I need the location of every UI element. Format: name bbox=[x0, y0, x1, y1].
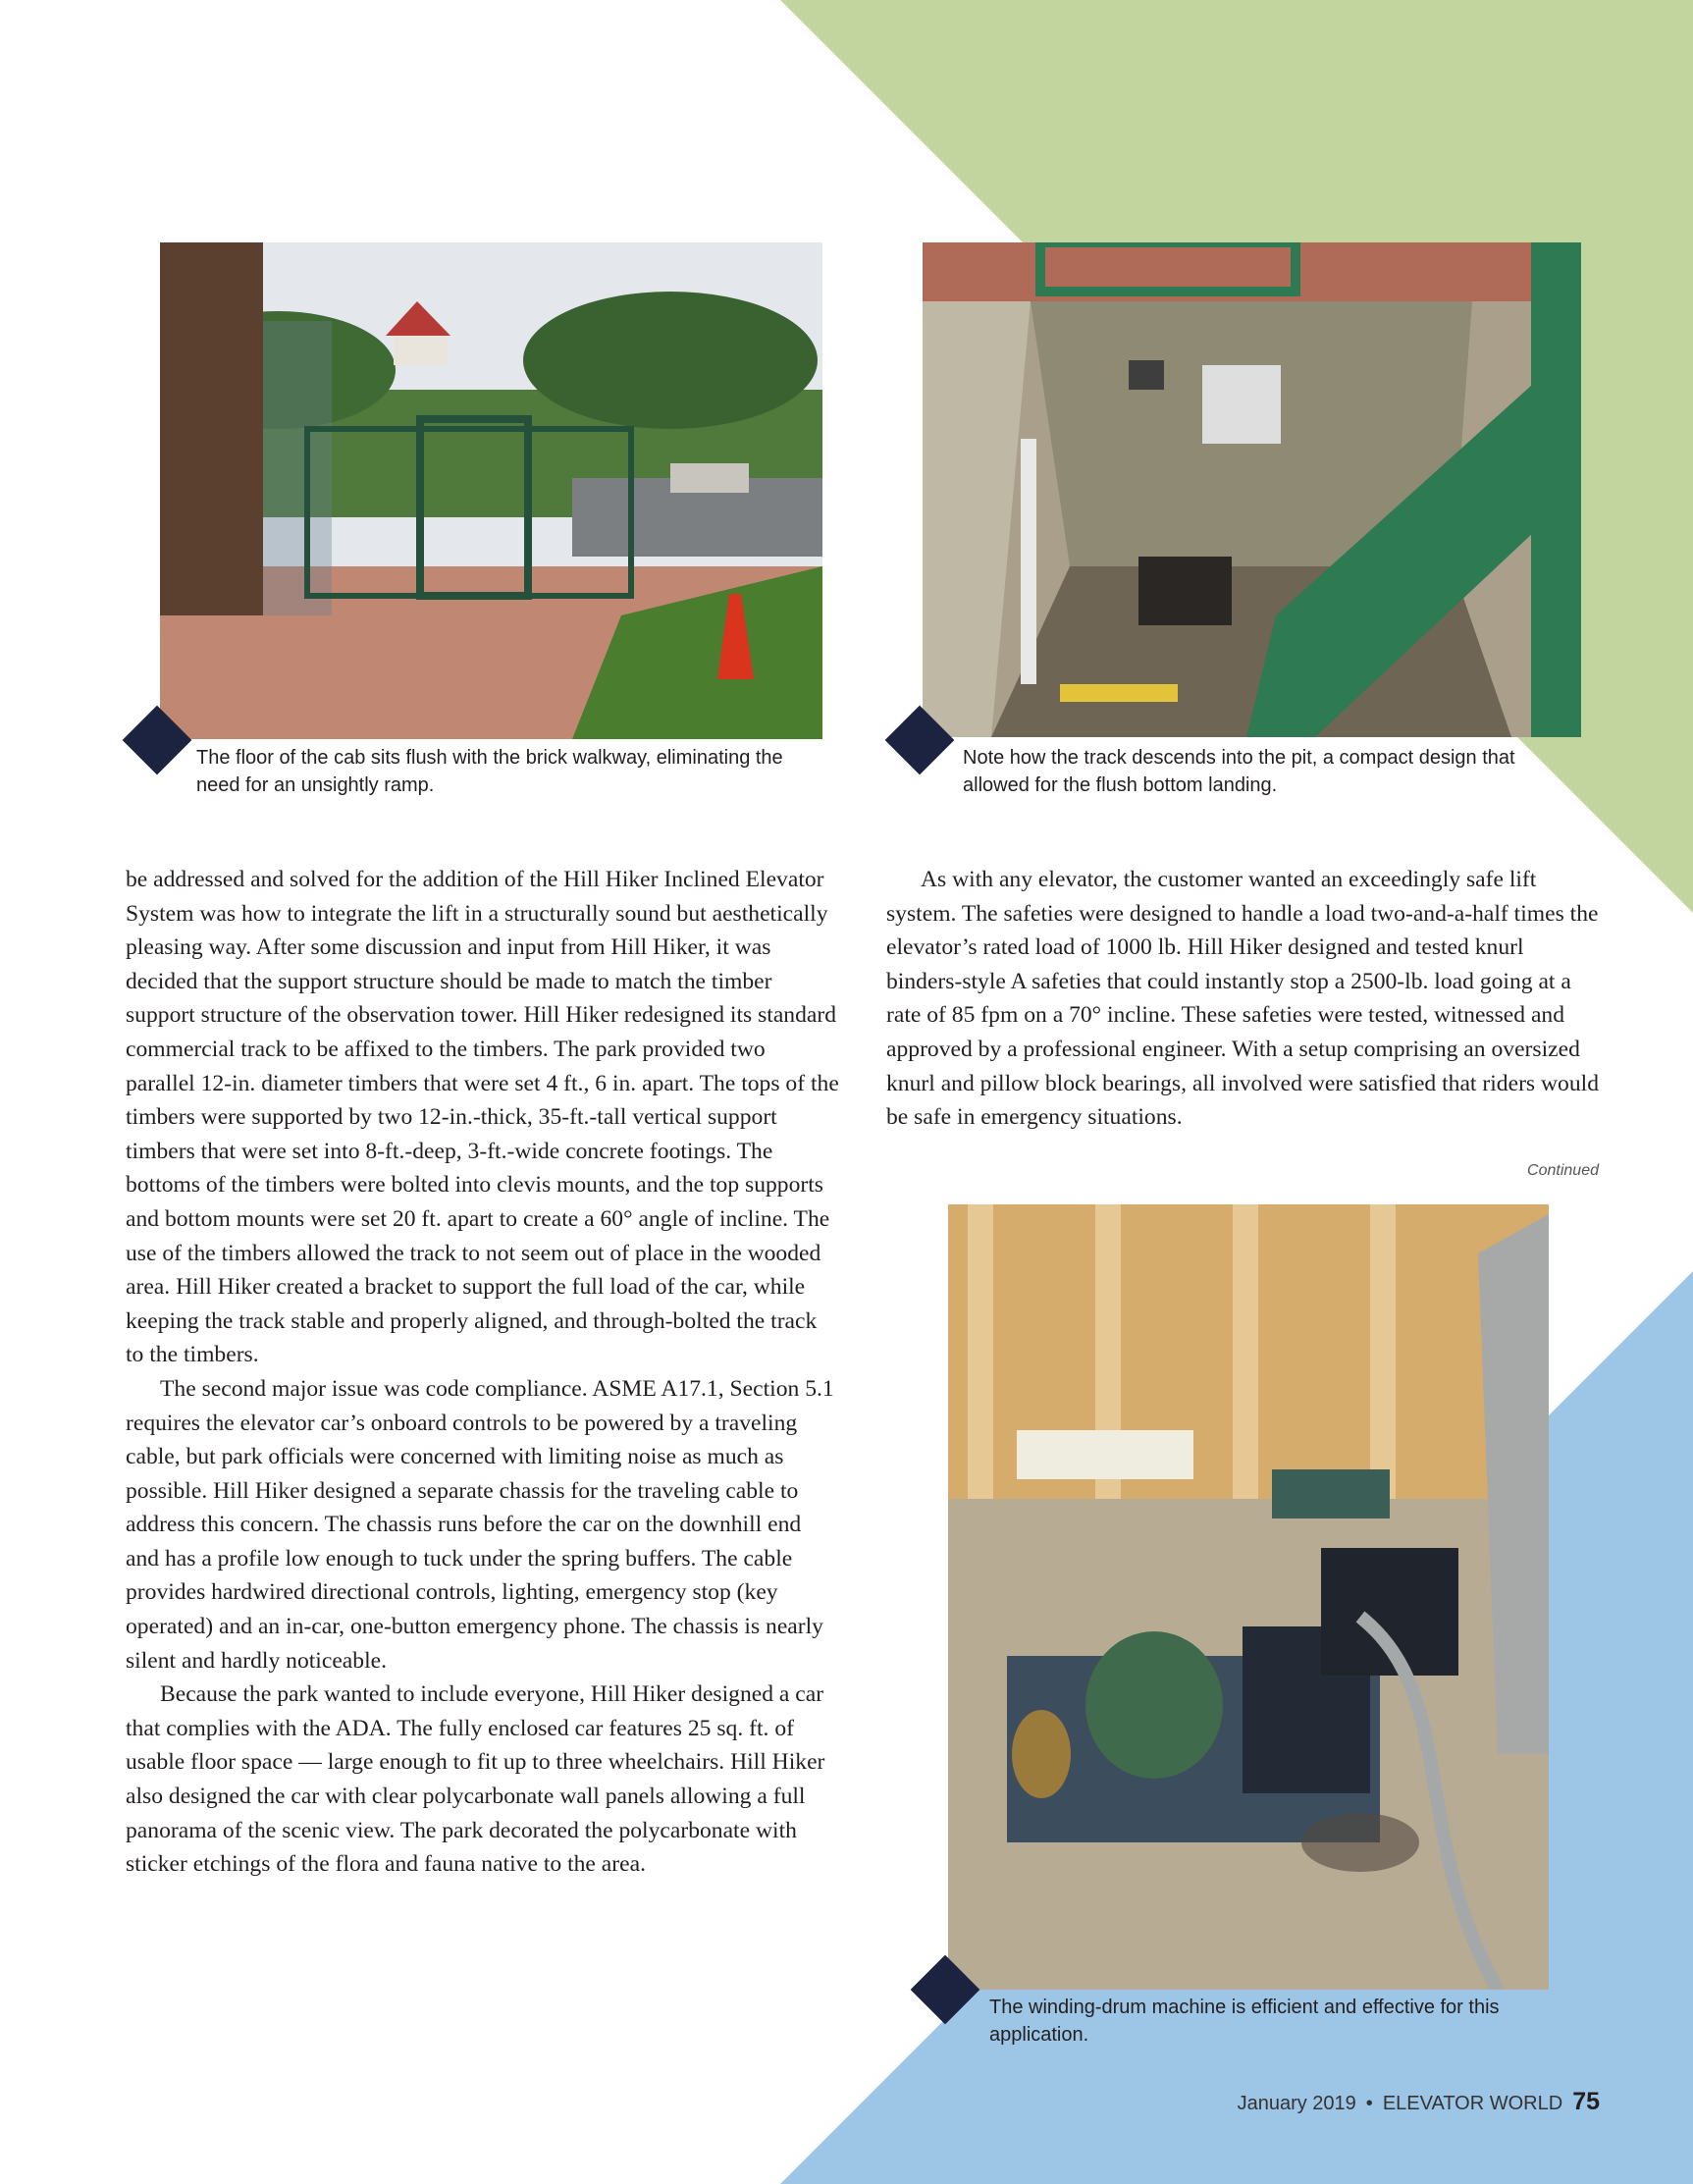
left-column-text bbox=[126, 863, 840, 1882]
continued-label: Continued bbox=[1527, 1162, 1599, 1179]
photo-walkway bbox=[160, 242, 822, 739]
footer-date: January 2019 bbox=[1237, 2093, 1356, 2114]
photo-pit bbox=[923, 242, 1581, 737]
photo-caption: Note how the track descends into the pit, a compact design that allowed for the flush bottom landing. bbox=[963, 747, 1515, 796]
paragraph: As with any elevator, the customer wanted an exceedingly safe lift system. The safeties were designed to handle a load two-and-a-half times the elevator’s rated load of 1000 lb. Hill Hiker designed and tested knurl binders-style A safeties that could instantly stop a 2500-lb. load going at a rate of 85 fpm on a 70° incline. These safeties were tested, witnessed and approved by a professional engineer. With a setup comprising an oversized knurl and pillow block bearings, all involved were satisfied that riders would be safe in emergency situations. bbox=[886, 867, 1599, 1131]
right-column-text bbox=[886, 863, 1601, 1135]
paragraph: The second major issue was code compliance. ASME A17.1, Section 5.1 requires the elevator car’s onboard controls to be powered by a traveling cable, but park officials were concerned with limiting noise as much as possible. Hill Hiker designed a separate chassis for the traveling cable to address this concern. The chassis runs before the car on the downhill end and has a profile low enough to tuck under the spring buffers. The cable provides hardwired directional controls, lighting, emergency stop (key operated) and an in-car, one-button emergency phone. The chassis is nearly silent and hardly noticeable. bbox=[126, 1375, 834, 1674]
photo-caption: The floor of the cab sits flush with the brick walkway, eliminating the need for an unsightly ramp. bbox=[196, 747, 783, 796]
footer-separator: • bbox=[1365, 2093, 1373, 2114]
photo-winding-drum bbox=[948, 1204, 1549, 1990]
photo-caption: The winding-drum machine is efficient and effective for this application. bbox=[989, 1997, 1500, 2046]
page-number: 75 bbox=[1572, 2088, 1600, 2115]
paragraph: Because the park wanted to include everyone, Hill Hiker designed a car that complies with the ADA. The fully enclosed car features 25 sq. ft. of usable floor space — large enough to fit up to three wheelchairs. Hill Hiker also designed the car with clear polycarbonate wall panels allowing a full panorama of the scenic view. The park decorated the polycarbonate with sticker etchings of the flora and fauna native to the area. bbox=[126, 1681, 825, 1878]
paragraph: be addressed and solved for the addition of the Hill Hiker Inclined Elevator System was how to integrate the lift in a structurally sound but aesthetically pleasing way. After some discussion and input from Hill Hiker, it was decided that the support structure should be made to match the timber support structure of the observation tower. Hill Hiker redesigned its standard commercial track to be affixed to the timbers. The park provided two parallel 12-in. diameter timbers that were set 4 ft., 6 in. apart. The tops of the timbers were supported by two 12-in.-thick, 35-ft.-tall vertical support timbers that were set into 8-ft.-deep, 3-ft.-wide concrete footings. The bottoms of the timbers were bolted into clevis mounts, and the top supports and bottom mounts were set 20 ft. apart to create a 60° angle of incline. The use of the timbers allowed the track to not seem out of place in the wooded area. Hill Hiker created a bracket to support the full load of the car, while keeping the track stable and properly aligned, and through-bolted the track to the timbers. bbox=[126, 867, 839, 1368]
page-footer bbox=[1238, 2088, 1600, 2116]
footer-publication: ELEVATOR WORLD bbox=[1382, 2093, 1563, 2114]
